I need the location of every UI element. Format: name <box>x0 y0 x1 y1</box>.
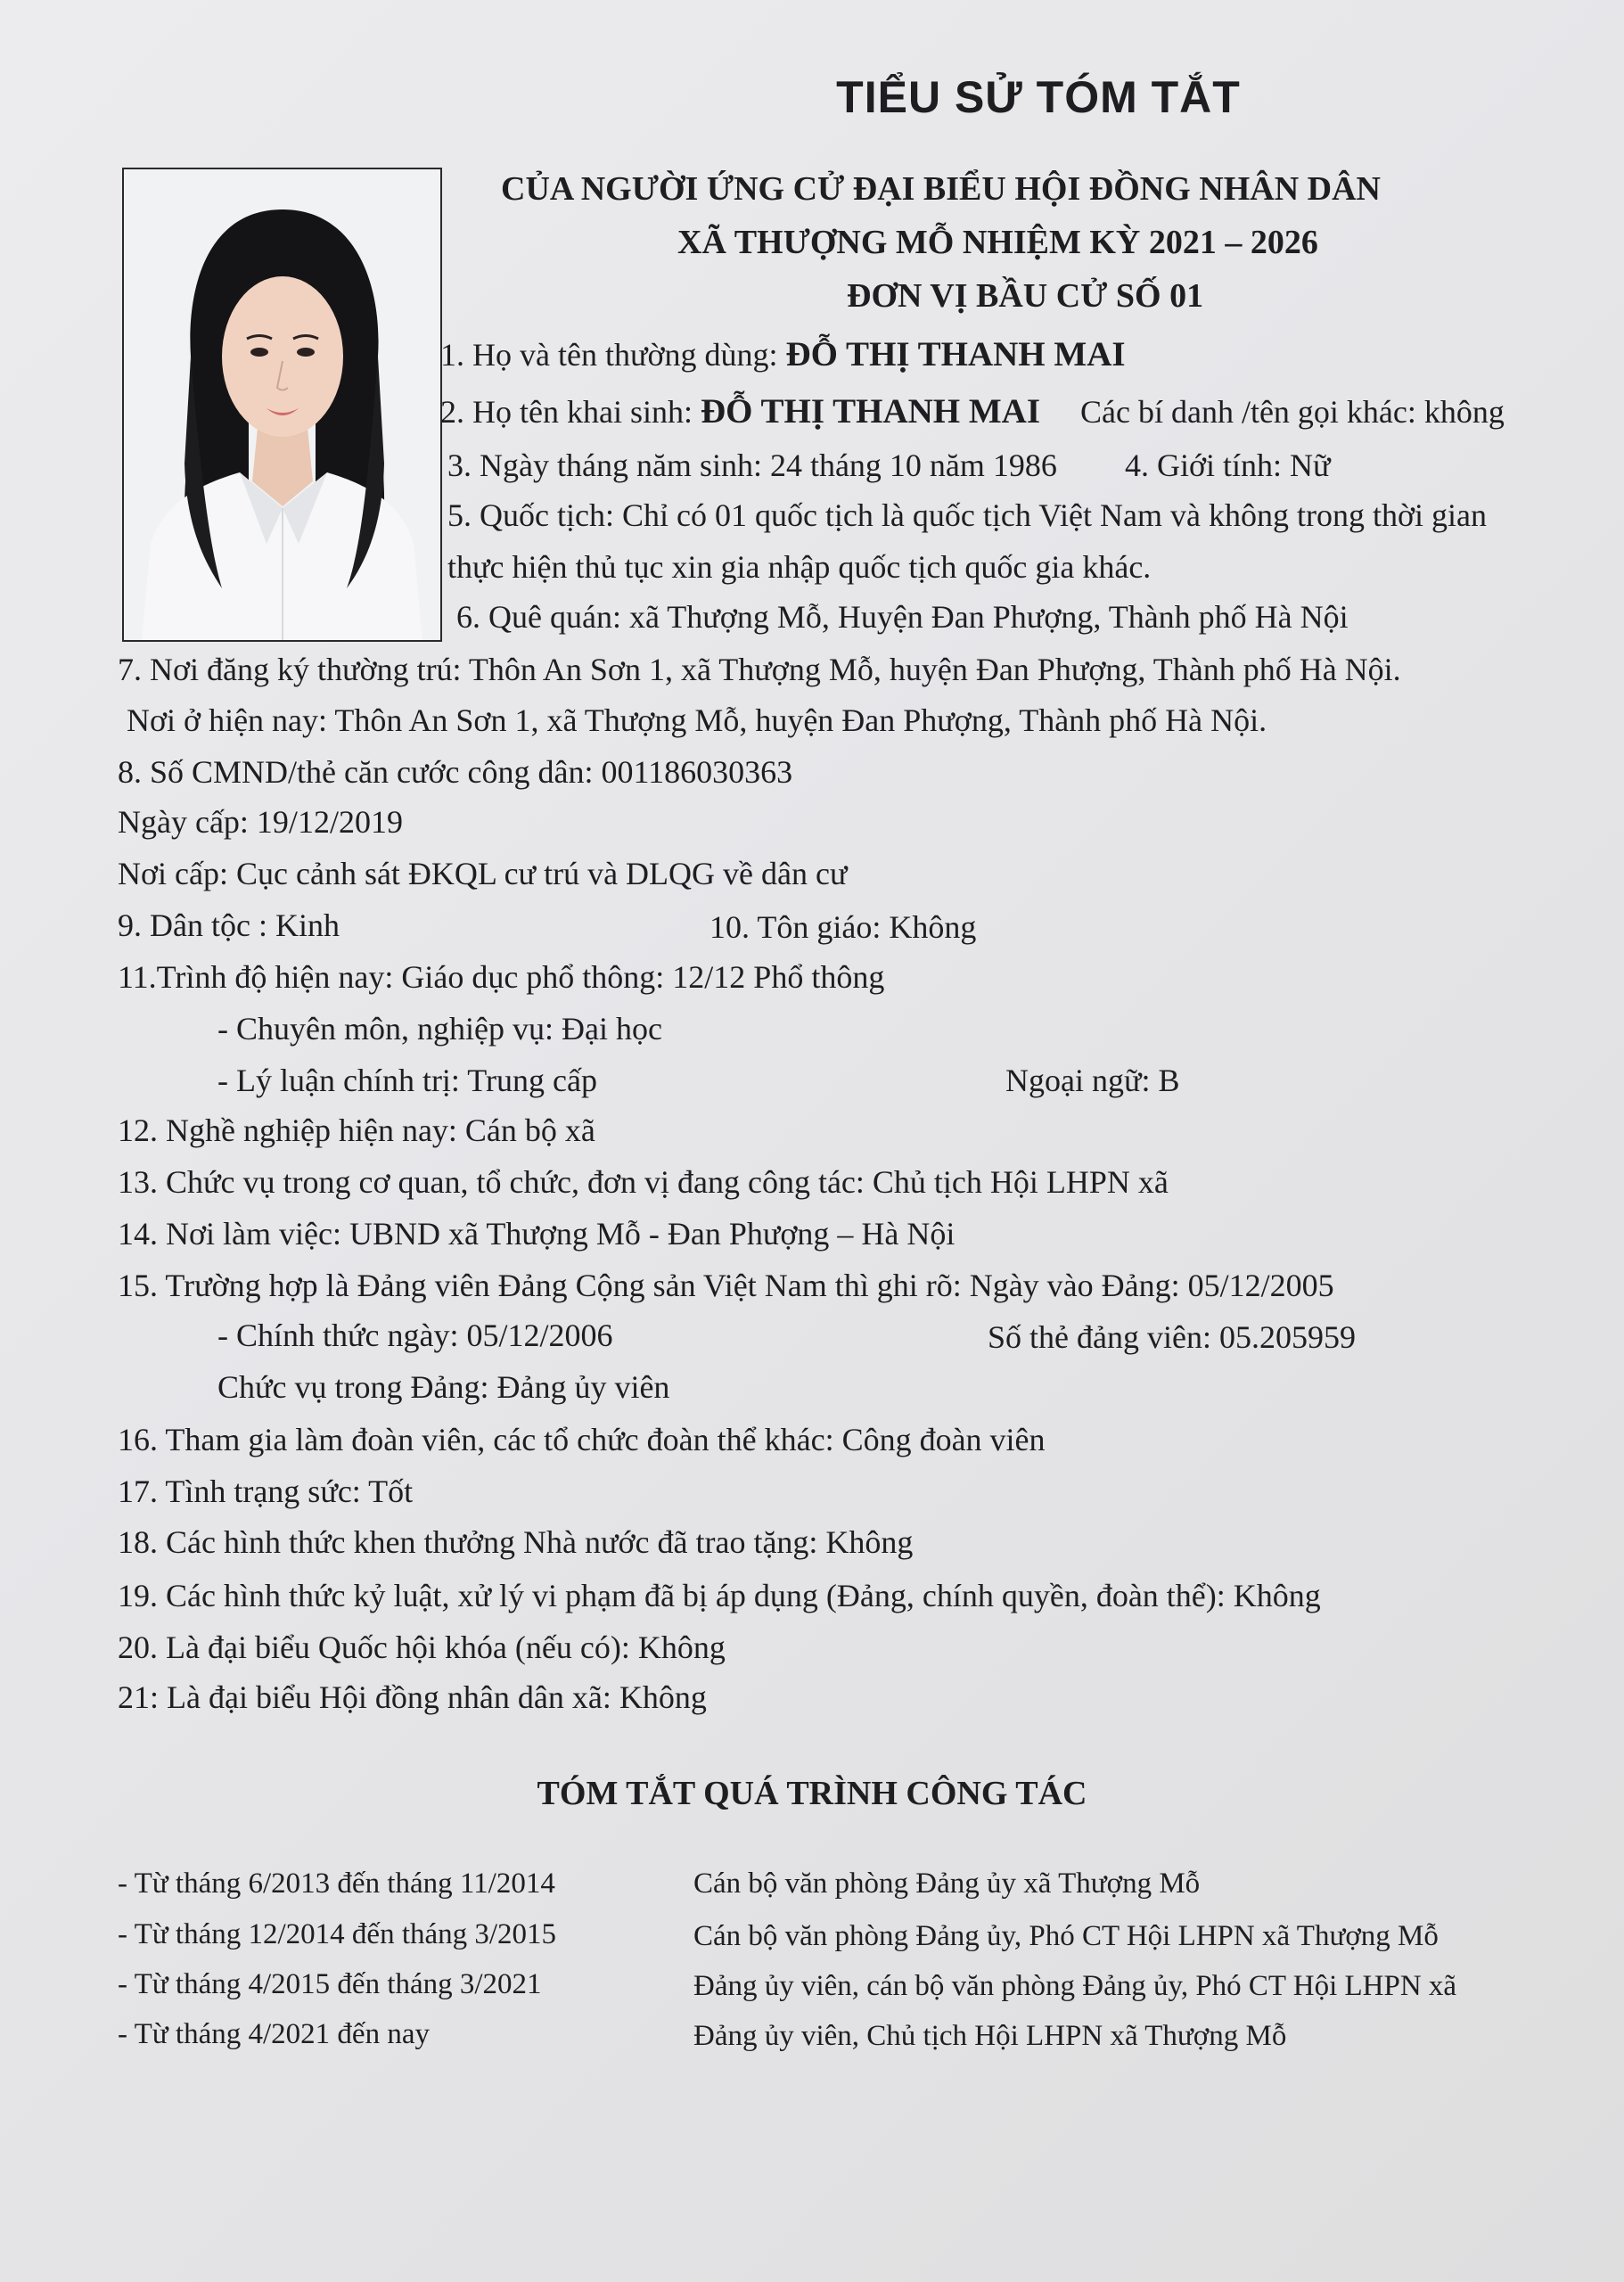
subtitle-unit: ĐƠN VỊ BẦU CỬ SỐ 01 <box>847 277 1204 315</box>
field-issue-place: Nơi cấp: Cục cảnh sát ĐKQL cư trú và DLQG về dân cư <box>118 856 848 891</box>
field-workplace: 14. Nơi làm việc: UBND xã Thượng Mỗ - Đan Phượng – Hà Nội <box>118 1216 956 1252</box>
field-organizations: 16. Tham gia làm đoàn viên, các tổ chức đoàn thể khác: Công đoàn viên <box>118 1422 1046 1457</box>
field-issue-date: Ngày cấp: 19/12/2019 <box>118 804 403 840</box>
field-gender: 4. Giới tính: Nữ <box>1125 447 1331 483</box>
subtitle-term: XÃ THƯỢNG MỖ NHIỆM KỲ 2021 – 2026 <box>677 224 1318 261</box>
portrait-image <box>124 169 440 640</box>
field-hometown: 6. Quê quán: xã Thượng Mỗ, Huyện Đan Phượng, Thành phố Hà Nội <box>456 599 1349 635</box>
field-occupation: 12. Nghề nghiệp hiện nay: Cán bộ xã <box>118 1112 595 1148</box>
work-history-title: TÓM TẮT QUÁ TRÌNH CÔNG TÁC <box>537 1775 1087 1812</box>
field-discipline: 19. Các hình thức kỷ luật, xử lý vi phạm đã bị áp dụng (Đảng, chính quyền, đoàn thể): Không <box>118 1578 1321 1613</box>
field-health: 17. Tình trạng sức: Tốt <box>118 1473 414 1509</box>
field-label: 2. Họ tên khai sinh: <box>440 394 701 430</box>
birth-name-value: ĐỖ THỊ THANH MAI <box>700 392 1041 431</box>
field-foreign-language: Ngoại ngữ: B <box>1005 1063 1180 1098</box>
field-label: 1. Họ và tên thường dùng: <box>440 337 786 373</box>
work-row-period: - Từ tháng 12/2014 đến tháng 3/2015 <box>118 1918 557 1950</box>
candidate-photo <box>122 168 442 642</box>
field-religion: 10. Tôn giáo: Không <box>709 909 977 945</box>
field-permanent-residence: 7. Nơi đăng ký thường trú: Thôn An Sơn 1, xã Thượng Mỗ, huyện Đan Phượng, Thành phố Hà Nội. <box>118 652 1401 687</box>
field-birth-date: 3. Ngày tháng năm sinh: 24 tháng 10 năm 1986 <box>447 447 1057 483</box>
document-title: TIỂU SỬ TÓM TẮT <box>836 72 1241 122</box>
field-ethnicity: 9. Dân tộc : Kinh <box>118 907 340 943</box>
field-birth-name <box>440 394 1040 429</box>
field-party-card: Số thẻ đảng viên: 05.205959 <box>988 1319 1356 1355</box>
field-education: 11.Trình độ hiện nay: Giáo dục phổ thông: 12/12 Phổ thông <box>118 959 885 995</box>
field-profession-level: - Chuyên môn, nghiệp vụ: Đại học <box>217 1011 662 1047</box>
field-political-theory: - Lý luận chính trị: Trung cấp <box>217 1063 597 1098</box>
work-row-description: Đảng ủy viên, Chủ tịch Hội LHPN xã Thượng Mỗ <box>693 2020 1287 2052</box>
field-aliases: Các bí danh /tên gọi khác: không <box>1080 394 1505 430</box>
work-row-period: - Từ tháng 4/2021 đến nay <box>118 2018 430 2050</box>
field-awards: 18. Các hình thức khen thưởng Nhà nước đã trao tặng: Không <box>118 1524 914 1560</box>
field-council-member: 21: Là đại biểu Hội đồng nhân dân xã: Không <box>118 1679 707 1715</box>
field-id-number: 8. Số CMND/thẻ căn cước công dân: 001186030363 <box>118 754 793 790</box>
field-position: 13. Chức vụ trong cơ quan, tổ chức, đơn vị đang công tác: Chủ tịch Hội LHPN xã <box>118 1164 1169 1200</box>
subtitle-candidate: CỦA NGƯỜI ỨNG CỬ ĐẠI BIỂU HỘI ĐỒNG NHÂN DÂN <box>501 170 1381 208</box>
work-row-description: Cán bộ văn phòng Đảng ủy xã Thượng Mỗ <box>693 1867 1201 1900</box>
field-nationality: 5. Quốc tịch: Chỉ có 01 quốc tịch là quốc tịch Việt Nam và không trong thời gian <box>447 497 1487 533</box>
work-row-period: - Từ tháng 4/2015 đến tháng 3/2021 <box>118 1968 542 2000</box>
field-current-residence: Nơi ở hiện nay: Thôn An Sơn 1, xã Thượng Mỗ, huyện Đan Phượng, Thành phố Hà Nội. <box>127 702 1267 738</box>
work-row-description: Đảng ủy viên, cán bộ văn phòng Đảng ủy, Phó CT Hội LHPN xã <box>693 1970 1457 2002</box>
field-nationality-cont: thực hiện thủ tục xin gia nhập quốc tịch quốc gia khác. <box>447 549 1152 585</box>
work-row-period: - Từ tháng 6/2013 đến tháng 11/2014 <box>118 1867 555 1900</box>
work-row-description: Cán bộ văn phòng Đảng ủy, Phó CT Hội LHPN xã Thượng Mỗ <box>693 1920 1439 1952</box>
field-party-member: 15. Trường hợp là Đảng viên Đảng Cộng sản Việt Nam thì ghi rõ: Ngày vào Đảng: 05/12/2005 <box>118 1268 1334 1303</box>
field-common-name <box>440 337 1126 372</box>
full-name-value: ĐỖ THỊ THANH MAI <box>785 335 1126 373</box>
field-national-assembly: 20. Là đại biểu Quốc hội khóa (nếu có): Không <box>118 1629 726 1665</box>
field-official-date: - Chính thức ngày: 05/12/2006 <box>217 1317 613 1353</box>
field-party-position: Chức vụ trong Đảng: Đảng ủy viên <box>217 1369 670 1405</box>
